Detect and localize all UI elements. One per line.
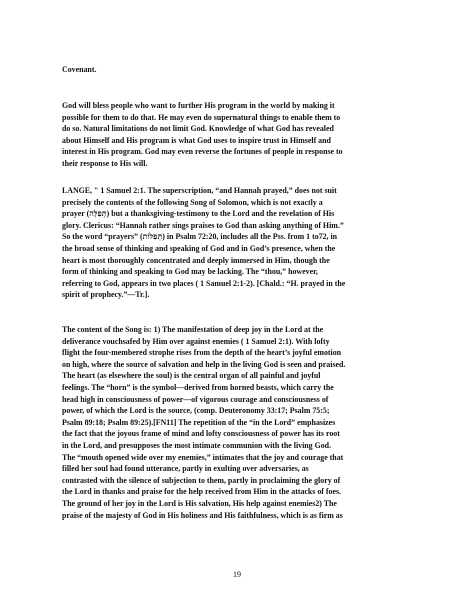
text-line: contrasted with the silence of subjection to them, partly in proclaiming the glory of — [62, 475, 341, 485]
text-line: head high in consciousness of power—of vigorous courage and consciousness of — [62, 394, 329, 404]
text-line: precisely the contents of the following Song of Solomon, which is not exactly a — [62, 197, 323, 207]
text-line: about Himself and His program is what God uses to inspire trust in Himself and — [62, 135, 331, 145]
text-line: The “mouth opened wide over my enemies,” intimates that the joy and courage that — [62, 452, 344, 462]
paragraph-lange-commentary — [62, 185, 418, 301]
text-line: their response to His will. — [62, 158, 148, 168]
text-line: feelings. The “horn” is the symbol—derived from horned beasts, which carry the — [62, 382, 334, 392]
text-line: glory. Clericus: “Hannah rather sings praises to God than asking anything of Him.” — [62, 220, 344, 230]
section-heading — [62, 64, 418, 76]
heading-text: Covenant. — [62, 65, 97, 74]
text-line: The heart (as elsewhere the soul) is the central organ of all painful and joyful — [62, 371, 321, 381]
paragraph-summary — [62, 100, 418, 170]
text-line: spirit of prophecy.”—Tr.]. — [62, 290, 150, 300]
text-line: flight the four-membered strophe rises from the depth of the heart’s joyful emotion — [62, 348, 342, 358]
page-number: 19 — [233, 570, 241, 579]
text-line: possible for them to do that. He may even do supernatural things to enable them to — [62, 112, 341, 122]
text-line: the broad sense of thinking and speaking of God and in God’s presence, when the — [62, 243, 336, 253]
text-line: prayer (תְּפִלָּה) but a thanksgiving-testimony to the Lord and the revelation of His — [62, 209, 335, 219]
text-line: So the word “prayers” (תְּפִלּוֹת) in Psalm 72:20, includes all the Pss. from 1 to72, in — [62, 232, 338, 242]
text-line: power, of which the Lord is the source, (comp. Deuteronomy 33:17; Psalm 75:5; — [62, 406, 330, 416]
text-line: praise of the majesty of God in His holiness and His faithfulness, which is as firm as — [62, 510, 343, 520]
text-line: do so. Natural limitations do not limit God. Knowledge of what God has revealed — [62, 124, 334, 134]
text-line: The content of the Song is: 1) The manifestation of deep joy in the Lord at the — [62, 325, 324, 334]
text-line: The ground of her joy in the Lord is His salvation, His help against enemies2) The — [62, 498, 337, 508]
text-line: referring to God, appears in two places ( 1 Samuel 2:1-2). [Chald.: “H. prayed in the — [62, 278, 346, 288]
text-line: in the Lord, and presupposes the most intimate communion with the living God. — [62, 440, 332, 450]
text-line: on high, where the source of salvation and help in the living God is seen and praised. — [62, 359, 346, 369]
text-line: the Lord in thanks and praise for the help received from Him in the attacks of foes. — [62, 487, 342, 497]
text-line: God will bless people who want to further His program in the world by making it — [62, 101, 335, 110]
text-line: filled her soul had found utterance, partly in exulting over adversaries, as — [62, 464, 309, 474]
text-line: form of thinking and speaking to God may be lacking. The “thou,” however, — [62, 267, 318, 277]
text-line: deliverance vouchsafed by Him over against enemies ( 1 Samuel 2:1). With lofty — [62, 336, 330, 346]
text-line: Psalm 89:18; Psalm 89:25).[FN11] The repetition of the “in the Lord” emphasizes — [62, 417, 336, 427]
text-line: heart is most thoroughly concentrated and deeply immersed in Him, though the — [62, 255, 330, 265]
text-line: LANGE, " 1 Samuel 2:1. The superscription, “and Hannah prayed,” does not suit — [62, 186, 337, 195]
text-line: the fact that the joyous frame of mind and lofty consciousness of power has its root — [62, 429, 340, 439]
paragraph-song-content — [62, 324, 418, 521]
text-line: interest in His program. God may even reverse the fortunes of people in response to — [62, 147, 343, 157]
